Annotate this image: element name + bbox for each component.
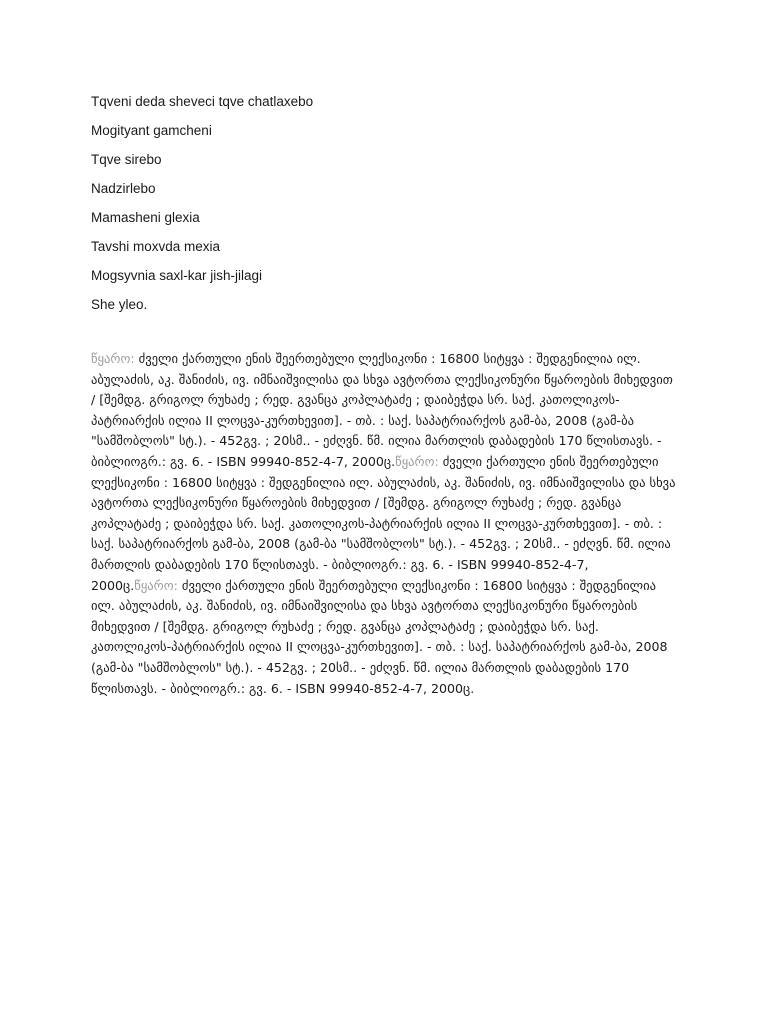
poem-line: Mogsyvnia saxl-kar jish-jilagi	[91, 268, 263, 283]
poem-block	[91, 92, 691, 324]
source-text: ძველი ქართული ენის შეერთებული ლექსიკონი : 16800 სიტყვა : შედგენილია ილ. აბულაძის, აკ. შანიძის, ივ. იმნაიშვილისა და სხვა ავტორთა ლექსიკონური წყაროების მიხედვით / [შემდგ. გრიგოლ რუხაძე ; რედ. გვანცა კოპლატაძე ; დაიბეჭდა სრ. საქ. კათოლიკოს-პატრიარქის ილია II ლოცვა-კურთხევით]. - თბ. : საქ. საპატრიარქოს გამ-ბა, 2008 (გამ-ბა "სამშობლოს" სტ.). - 452გვ. ; 20სმ.. - ეძღვნ. წმ. ილია მართლის დაბადების 170 წლისთავს. - ბიბლიოგრ.: გვ. 6. - ISBN 99940-852-4-7, 2000ც.	[91, 351, 673, 469]
poem-line: She yleo.	[91, 297, 148, 312]
source-label: წყარო:	[134, 577, 178, 593]
source-text: ძველი ქართული ენის შეერთებული ლექსიკონი : 16800 სიტყვა : შედგენილია ილ. აბულაძის, აკ. შანიძის, ივ. იმნაიშვილისა და სხვა ავტორთა ლექსიკონური წყაროების მიხედვით / [შემდგ. გრიგოლ რუხაძე ; რედ. გვანცა კოპლატაძე ; დაიბეჭდა სრ. საქ. კათოლიკოს-პატრიარქის ილია II ლოცვა-კურთხევით]. - თბ. : საქ. საპატრიარქოს გამ-ბა, 2008 (გამ-ბა "სამშობლოს" სტ.). - 452გვ. ; 20სმ.. - ეძღვნ. წმ. ილია მართლის დაბადების 170 წლისთავს. - ბიბლიოგრ.: გვ. 6. - ISBN 99940-852-4-7, 2000ც.	[91, 577, 668, 696]
poem-line: Tqveni deda sheveci tqve chatlaxebo	[91, 94, 314, 109]
source-citation	[91, 349, 679, 699]
poem-line: Tavshi moxvda mexia	[91, 239, 221, 254]
poem-line: Mogityant gamcheni	[91, 123, 212, 138]
poem-line: Mamasheni glexia	[91, 210, 200, 225]
poem-line: Nadzirlebo	[91, 181, 156, 196]
source-label: წყარო:	[91, 351, 135, 366]
poem-line: Tqve sirebo	[91, 152, 162, 167]
source-label: წყარო:	[395, 453, 439, 469]
source-text: ძველი ქართული ენის შეერთებული ლექსიკონი : 16800 სიტყვა : შედგენილია ილ. აბულაძის, აკ. შანიძის, ივ. იმნაიშვილისა და სხვა ავტორთა ლექსიკონური წყაროების მიხედვით / [შემდგ. გრიგოლ რუხაძე ; რედ. გვანცა კოპლატაძე ; დაიბეჭდა სრ. საქ. კათოლიკოს-პატრიარქის ილია II ლოცვა-კურთხევით]. - თბ. : საქ. საპატრიარქოს გამ-ბა, 2008 (გამ-ბა "სამშობლოს" სტ.). - 452გვ. ; 20სმ.. - ეძღვნ. წმ. ილია მართლის დაბადების 170 წლისთავს. - ბიბლიოგრ.: გვ. 6. - ISBN 99940-852-4-7, 2000ც.	[91, 453, 676, 593]
